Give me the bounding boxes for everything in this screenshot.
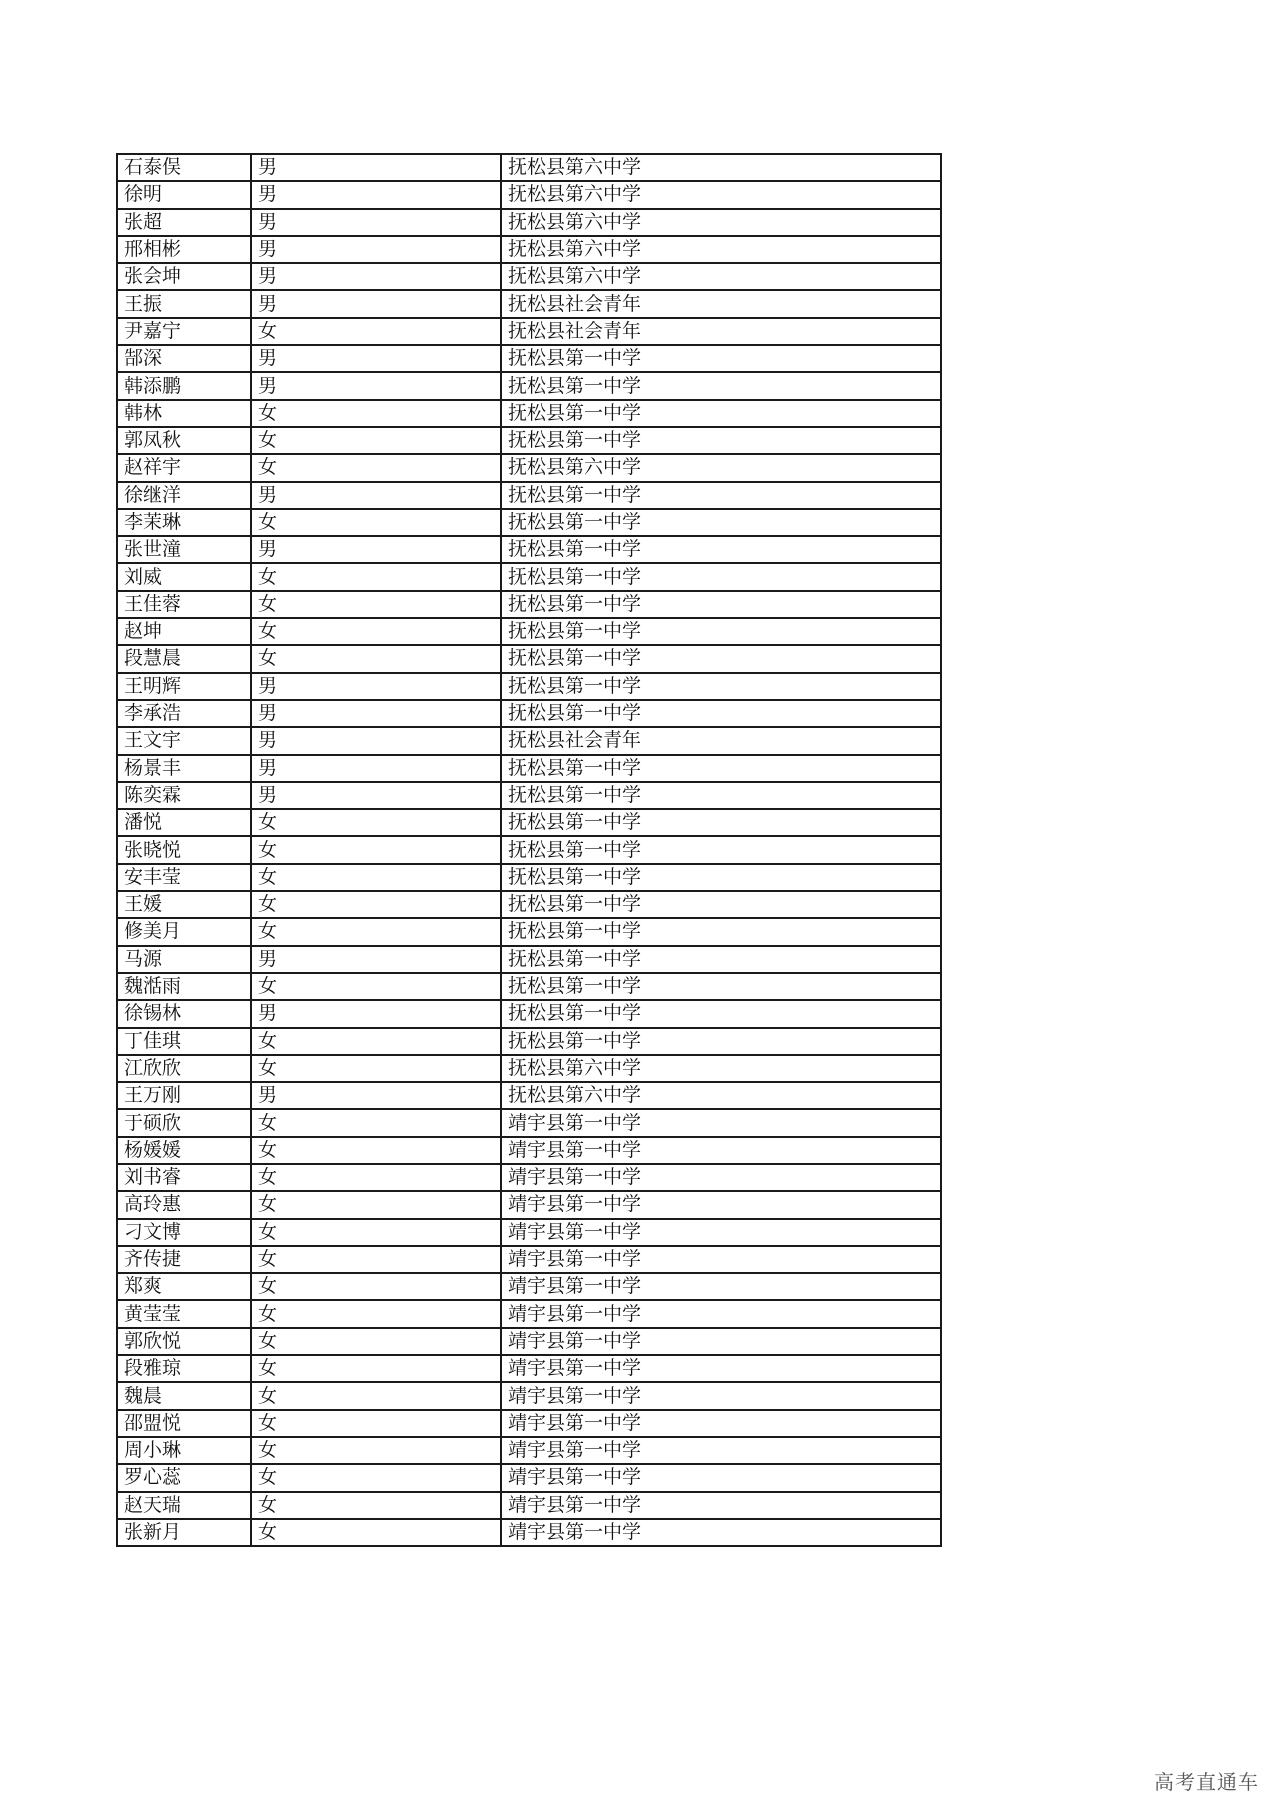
school-cell: 抚松县第六中学 xyxy=(501,209,941,236)
gender-cell: 女 xyxy=(251,427,501,454)
table-row xyxy=(117,536,941,563)
name-cell: 罗心蕊 xyxy=(117,1464,251,1491)
name-cell: 杨景丰 xyxy=(117,755,251,782)
gender-cell: 女 xyxy=(251,809,501,836)
school-cell: 靖宇县第一中学 xyxy=(501,1519,941,1546)
gender-cell: 男 xyxy=(251,482,501,509)
gender-cell: 男 xyxy=(251,673,501,700)
name-cell: 韩林 xyxy=(117,400,251,427)
table-row xyxy=(117,700,941,727)
table-row xyxy=(117,591,941,618)
school-cell: 抚松县第一中学 xyxy=(501,918,941,945)
name-cell: 马源 xyxy=(117,946,251,973)
gender-cell: 女 xyxy=(251,836,501,863)
table-row xyxy=(117,618,941,645)
gender-cell: 男 xyxy=(251,263,501,290)
school-cell: 抚松县第一中学 xyxy=(501,809,941,836)
table-row xyxy=(117,1437,941,1464)
name-cell: 潘悦 xyxy=(117,809,251,836)
table-row xyxy=(117,236,941,263)
school-cell: 抚松县第一中学 xyxy=(501,755,941,782)
table-row xyxy=(117,1464,941,1491)
gender-cell: 女 xyxy=(251,1382,501,1409)
gender-cell: 女 xyxy=(251,618,501,645)
table-row xyxy=(117,1055,941,1082)
school-cell: 抚松县社会青年 xyxy=(501,727,941,754)
school-cell: 靖宇县第一中学 xyxy=(501,1300,941,1327)
school-cell: 抚松县第一中学 xyxy=(501,973,941,1000)
table-row xyxy=(117,1082,941,1109)
gender-cell: 女 xyxy=(251,1328,501,1355)
name-cell: 徐明 xyxy=(117,181,251,208)
table-row xyxy=(117,1028,941,1055)
table-row xyxy=(117,809,941,836)
name-cell: 周小琳 xyxy=(117,1437,251,1464)
table-row xyxy=(117,1382,941,1409)
table-row xyxy=(117,918,941,945)
school-cell: 抚松县第六中学 xyxy=(501,181,941,208)
name-cell: 尹嘉宁 xyxy=(117,318,251,345)
gender-cell: 女 xyxy=(251,318,501,345)
school-cell: 抚松县第一中学 xyxy=(501,700,941,727)
name-cell: 郑爽 xyxy=(117,1273,251,1300)
gender-cell: 女 xyxy=(251,645,501,672)
name-cell: 李茉琳 xyxy=(117,509,251,536)
table-row xyxy=(117,645,941,672)
gender-cell: 女 xyxy=(251,400,501,427)
name-cell: 魏晨 xyxy=(117,1382,251,1409)
school-cell: 抚松县第六中学 xyxy=(501,1082,941,1109)
gender-cell: 男 xyxy=(251,1000,501,1027)
table-row xyxy=(117,482,941,509)
name-cell: 丁佳琪 xyxy=(117,1028,251,1055)
table-row xyxy=(117,372,941,399)
table-row xyxy=(117,563,941,590)
table-row xyxy=(117,427,941,454)
school-cell: 抚松县第一中学 xyxy=(501,645,941,672)
gender-cell: 女 xyxy=(251,1246,501,1273)
table-row xyxy=(117,727,941,754)
name-cell: 修美月 xyxy=(117,918,251,945)
school-cell: 抚松县第一中学 xyxy=(501,836,941,863)
name-cell: 赵天瑞 xyxy=(117,1492,251,1519)
school-cell: 靖宇县第一中学 xyxy=(501,1437,941,1464)
school-cell: 靖宇县第一中学 xyxy=(501,1492,941,1519)
name-cell: 刘书睿 xyxy=(117,1164,251,1191)
gender-cell: 女 xyxy=(251,1137,501,1164)
roster-body xyxy=(117,154,941,1546)
school-cell: 抚松县第一中学 xyxy=(501,1028,941,1055)
gender-cell: 男 xyxy=(251,154,501,181)
table-row xyxy=(117,509,941,536)
gender-cell: 男 xyxy=(251,700,501,727)
name-cell: 张会坤 xyxy=(117,263,251,290)
school-cell: 抚松县第一中学 xyxy=(501,563,941,590)
gender-cell: 女 xyxy=(251,509,501,536)
gender-cell: 女 xyxy=(251,864,501,891)
name-cell: 郜深 xyxy=(117,345,251,372)
gender-cell: 男 xyxy=(251,209,501,236)
school-cell: 靖宇县第一中学 xyxy=(501,1109,941,1136)
name-cell: 王媛 xyxy=(117,891,251,918)
school-cell: 抚松县第一中学 xyxy=(501,1000,941,1027)
gender-cell: 男 xyxy=(251,782,501,809)
name-cell: 刘威 xyxy=(117,563,251,590)
table-row xyxy=(117,1492,941,1519)
table-row xyxy=(117,946,941,973)
school-cell: 抚松县第一中学 xyxy=(501,618,941,645)
gender-cell: 女 xyxy=(251,1028,501,1055)
table-row xyxy=(117,1355,941,1382)
table-row xyxy=(117,1519,941,1546)
school-cell: 靖宇县第一中学 xyxy=(501,1164,941,1191)
name-cell: 江欣欣 xyxy=(117,1055,251,1082)
table-row xyxy=(117,755,941,782)
school-cell: 抚松县第六中学 xyxy=(501,154,941,181)
table-row xyxy=(117,673,941,700)
gender-cell: 女 xyxy=(251,973,501,1000)
name-cell: 韩添鹏 xyxy=(117,372,251,399)
school-cell: 抚松县第六中学 xyxy=(501,263,941,290)
name-cell: 石泰俣 xyxy=(117,154,251,181)
gender-cell: 女 xyxy=(251,563,501,590)
school-cell: 抚松县社会青年 xyxy=(501,318,941,345)
school-cell: 靖宇县第一中学 xyxy=(501,1246,941,1273)
gender-cell: 女 xyxy=(251,1219,501,1246)
gender-cell: 男 xyxy=(251,755,501,782)
name-cell: 于硕欣 xyxy=(117,1109,251,1136)
name-cell: 赵祥宇 xyxy=(117,454,251,481)
school-cell: 抚松县第一中学 xyxy=(501,536,941,563)
school-cell: 抚松县第一中学 xyxy=(501,372,941,399)
gender-cell: 女 xyxy=(251,591,501,618)
name-cell: 邵盟悦 xyxy=(117,1410,251,1437)
table-row xyxy=(117,891,941,918)
table-row xyxy=(117,345,941,372)
name-cell: 郭凤秋 xyxy=(117,427,251,454)
school-cell: 靖宇县第一中学 xyxy=(501,1273,941,1300)
gender-cell: 男 xyxy=(251,536,501,563)
name-cell: 陈奕霖 xyxy=(117,782,251,809)
table-row xyxy=(117,1219,941,1246)
school-cell: 抚松县第六中学 xyxy=(501,454,941,481)
school-cell: 抚松县第一中学 xyxy=(501,782,941,809)
gender-cell: 女 xyxy=(251,918,501,945)
school-cell: 靖宇县第一中学 xyxy=(501,1382,941,1409)
name-cell: 邢相彬 xyxy=(117,236,251,263)
name-cell: 安丰莹 xyxy=(117,864,251,891)
gender-cell: 男 xyxy=(251,946,501,973)
name-cell: 段慧晨 xyxy=(117,645,251,672)
name-cell: 黄莹莹 xyxy=(117,1300,251,1327)
gender-cell: 女 xyxy=(251,1164,501,1191)
school-cell: 靖宇县第一中学 xyxy=(501,1137,941,1164)
gender-cell: 女 xyxy=(251,1519,501,1546)
gender-cell: 男 xyxy=(251,236,501,263)
table-row xyxy=(117,1000,941,1027)
name-cell: 徐继洋 xyxy=(117,482,251,509)
school-cell: 抚松县第一中学 xyxy=(501,400,941,427)
gender-cell: 女 xyxy=(251,1410,501,1437)
school-cell: 抚松县第一中学 xyxy=(501,427,941,454)
school-cell: 抚松县第六中学 xyxy=(501,1055,941,1082)
school-cell: 靖宇县第一中学 xyxy=(501,1191,941,1218)
table-row xyxy=(117,864,941,891)
gender-cell: 男 xyxy=(251,1082,501,1109)
table-row xyxy=(117,973,941,1000)
name-cell: 魏湉雨 xyxy=(117,973,251,1000)
table-row xyxy=(117,1328,941,1355)
name-cell: 张超 xyxy=(117,209,251,236)
name-cell: 王文宇 xyxy=(117,727,251,754)
table-row xyxy=(117,836,941,863)
school-cell: 靖宇县第一中学 xyxy=(501,1219,941,1246)
table-row xyxy=(117,400,941,427)
table-row xyxy=(117,263,941,290)
name-cell: 张晓悦 xyxy=(117,836,251,863)
table-row xyxy=(117,1246,941,1273)
school-cell: 抚松县第一中学 xyxy=(501,345,941,372)
school-cell: 抚松县第一中学 xyxy=(501,591,941,618)
table-row xyxy=(117,1109,941,1136)
name-cell: 郭欣悦 xyxy=(117,1328,251,1355)
school-cell: 靖宇县第一中学 xyxy=(501,1328,941,1355)
school-cell: 靖宇县第一中学 xyxy=(501,1410,941,1437)
gender-cell: 女 xyxy=(251,1464,501,1491)
gender-cell: 男 xyxy=(251,181,501,208)
table-row xyxy=(117,318,941,345)
school-cell: 抚松县第一中学 xyxy=(501,482,941,509)
school-cell: 抚松县社会青年 xyxy=(501,290,941,317)
name-cell: 赵坤 xyxy=(117,618,251,645)
school-cell: 抚松县第一中学 xyxy=(501,891,941,918)
name-cell: 段雅琼 xyxy=(117,1355,251,1382)
name-cell: 王明辉 xyxy=(117,673,251,700)
gender-cell: 男 xyxy=(251,290,501,317)
gender-cell: 男 xyxy=(251,372,501,399)
name-cell: 王佳蓉 xyxy=(117,591,251,618)
gender-cell: 女 xyxy=(251,1055,501,1082)
table-row xyxy=(117,1300,941,1327)
table-row xyxy=(117,454,941,481)
table-row xyxy=(117,1410,941,1437)
table-row xyxy=(117,1164,941,1191)
table-row xyxy=(117,290,941,317)
name-cell: 齐传捷 xyxy=(117,1246,251,1273)
name-cell: 杨媛媛 xyxy=(117,1137,251,1164)
table-row xyxy=(117,782,941,809)
school-cell: 靖宇县第一中学 xyxy=(501,1355,941,1382)
school-cell: 抚松县第六中学 xyxy=(501,236,941,263)
gender-cell: 女 xyxy=(251,1492,501,1519)
table-row xyxy=(117,1273,941,1300)
name-cell: 张新月 xyxy=(117,1519,251,1546)
gender-cell: 男 xyxy=(251,727,501,754)
school-cell: 抚松县第一中学 xyxy=(501,673,941,700)
gender-cell: 女 xyxy=(251,1300,501,1327)
name-cell: 李承浩 xyxy=(117,700,251,727)
school-cell: 抚松县第一中学 xyxy=(501,946,941,973)
gender-cell: 女 xyxy=(251,454,501,481)
name-cell: 徐锡林 xyxy=(117,1000,251,1027)
gender-cell: 女 xyxy=(251,1355,501,1382)
name-cell: 张世潼 xyxy=(117,536,251,563)
table-row xyxy=(117,1137,941,1164)
name-cell: 刁文博 xyxy=(117,1219,251,1246)
gender-cell: 女 xyxy=(251,891,501,918)
gender-cell: 男 xyxy=(251,345,501,372)
gender-cell: 女 xyxy=(251,1437,501,1464)
school-cell: 抚松县第一中学 xyxy=(501,864,941,891)
table-row xyxy=(117,209,941,236)
name-cell: 高玲惠 xyxy=(117,1191,251,1218)
watermark: 高考直通车 xyxy=(1154,1770,1259,1794)
name-cell: 王振 xyxy=(117,290,251,317)
table-row xyxy=(117,1191,941,1218)
gender-cell: 女 xyxy=(251,1191,501,1218)
table-row xyxy=(117,154,941,181)
table-row xyxy=(117,181,941,208)
gender-cell: 女 xyxy=(251,1109,501,1136)
school-cell: 靖宇县第一中学 xyxy=(501,1464,941,1491)
school-cell: 抚松县第一中学 xyxy=(501,509,941,536)
name-cell: 王万刚 xyxy=(117,1082,251,1109)
gender-cell: 女 xyxy=(251,1273,501,1300)
roster-table xyxy=(116,153,942,1547)
